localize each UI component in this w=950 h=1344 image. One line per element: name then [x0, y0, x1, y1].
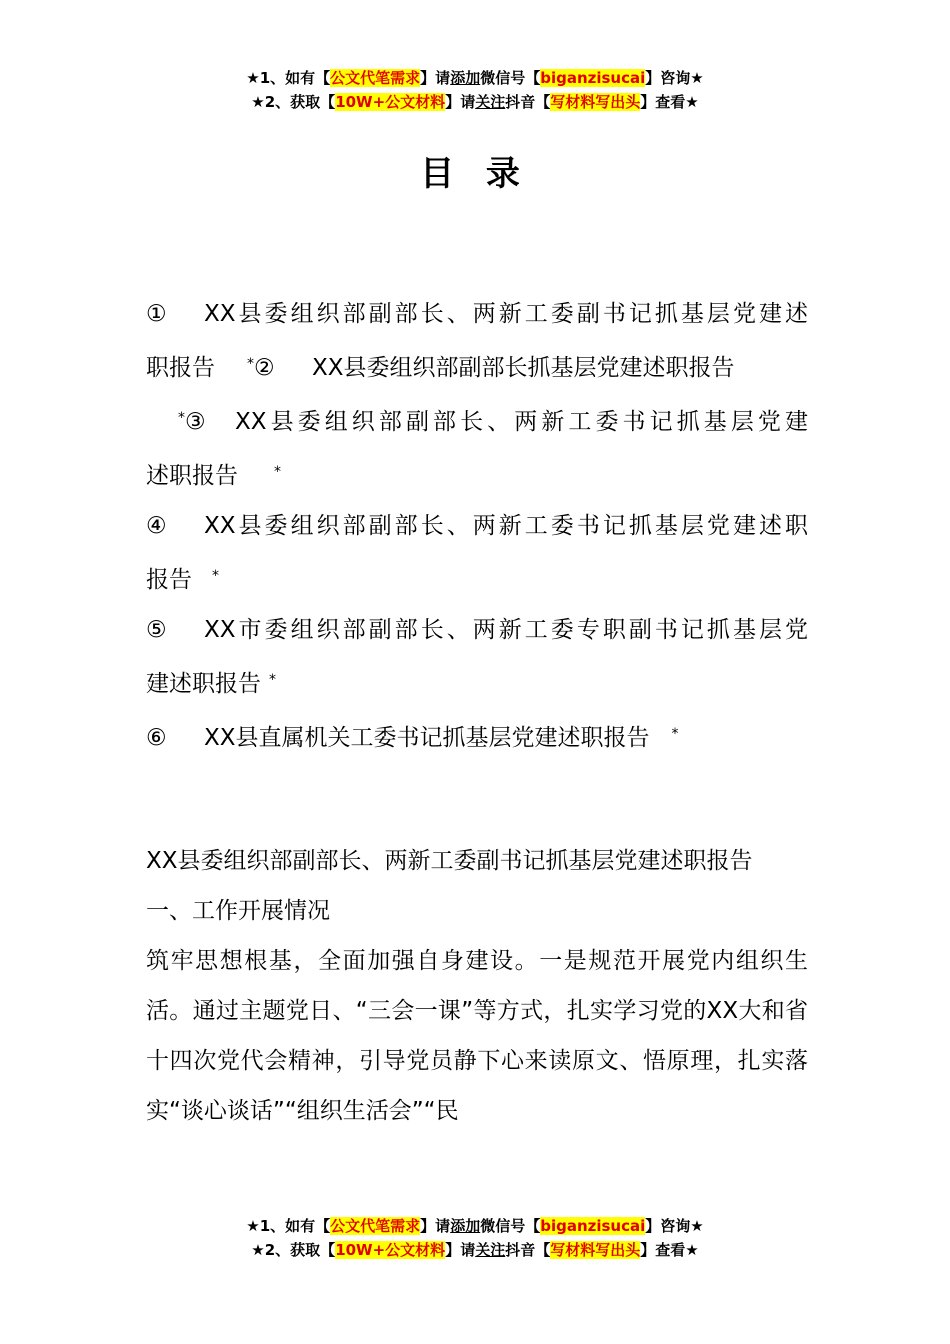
promo-banner-top	[0, 66, 950, 114]
promo-line-1: ★1、如有【公文代笔需求】请添加微信号【biganzisucai】咨询★	[246, 1217, 704, 1235]
toc-item-2[interactable]: XX县委组织部副部长抓基层党建述职报告	[312, 355, 735, 381]
underlined-word: 关注	[475, 93, 506, 111]
toc-item-3-cont[interactable]: 述职报告 *	[146, 463, 281, 489]
underlined-word: 添加	[450, 69, 481, 87]
highlight-wechat-id: biganzisucai	[540, 69, 646, 87]
report-body	[146, 836, 808, 1136]
toc-item-6[interactable]: ⑥ XX县直属机关工委书记抓基层党建述职报告 *	[146, 709, 808, 763]
toc-number: ③	[185, 409, 206, 435]
section-heading: 一、工作开展情况	[146, 898, 330, 924]
report-paragraph: 筑牢思想根基，全面加强自身建设。一是规范开展党内组织生活。通过主题党日、“三会一课”等方式，扎实学习党的XX大和省十四次党代会精神，引导党员静下心来读原文、悟原理，扎实落实“谈心谈话”“组织生活会”“民	[146, 948, 808, 1124]
toc-number: ⑤	[146, 617, 167, 643]
star-marker: *	[178, 410, 185, 426]
page-title: 目 录	[420, 154, 530, 194]
toc-item-4[interactable]: ④ XX县委组织部副部长、两新工委书记抓基层党建述职	[146, 501, 808, 551]
star-marker: *	[269, 672, 276, 688]
report-heading: XX县委组织部副部长、两新工委副书记抓基层党建述职报告	[146, 848, 753, 874]
highlight-materials: 10W+公文材料	[335, 93, 446, 111]
highlight-douyin-id: 写材料写出头	[550, 1241, 641, 1259]
promo-line-1: ★1、如有【公文代笔需求】请添加微信号【biganzisucai】咨询★	[246, 69, 704, 87]
highlight-wechat-id: biganzisucai	[540, 1217, 646, 1235]
highlight-service: 公文代笔需求	[330, 1217, 421, 1235]
toc-item-1[interactable]: ① XX县委组织部副部长、两新工委副书记抓基层党建述	[146, 289, 808, 339]
star-marker: *	[212, 568, 219, 584]
table-of-contents	[146, 289, 808, 763]
underlined-word: 添加	[450, 1217, 481, 1235]
toc-number: ②	[254, 355, 275, 381]
underlined-word: 关注	[475, 1241, 506, 1259]
toc-item-1-cont[interactable]: 职报告 *② XX县委组织部副部长抓基层党建述职报告	[146, 339, 808, 393]
promo-banner-bottom	[0, 1214, 950, 1262]
star-marker: *	[247, 356, 254, 372]
toc-item-5[interactable]: ⑤ XX市委组织部副部长、两新工委专职副书记抓基层党	[146, 605, 808, 655]
toc-item-3[interactable]: *③ XX县委组织部副部长、两新工委书记抓基层党建	[146, 393, 808, 447]
toc-number: ⑥	[146, 725, 167, 751]
highlight-douyin-id: 写材料写出头	[550, 93, 641, 111]
promo-line-2: ★2、获取【10W+公文材料】请关注抖音【写材料写出头】查看★	[251, 1241, 699, 1259]
star-marker: *	[671, 726, 679, 742]
promo-line-2: ★2、获取【10W+公文材料】请关注抖音【写材料写出头】查看★	[251, 93, 699, 111]
highlight-service: 公文代笔需求	[330, 69, 421, 87]
toc-number: ④	[146, 513, 167, 539]
toc-item-4-cont[interactable]: 报告 *	[146, 567, 219, 593]
toc-number: ①	[146, 301, 167, 327]
toc-item-5-cont[interactable]: 建述职报告 *	[146, 671, 276, 697]
star-marker: *	[274, 464, 281, 480]
highlight-materials: 10W+公文材料	[335, 1241, 446, 1259]
